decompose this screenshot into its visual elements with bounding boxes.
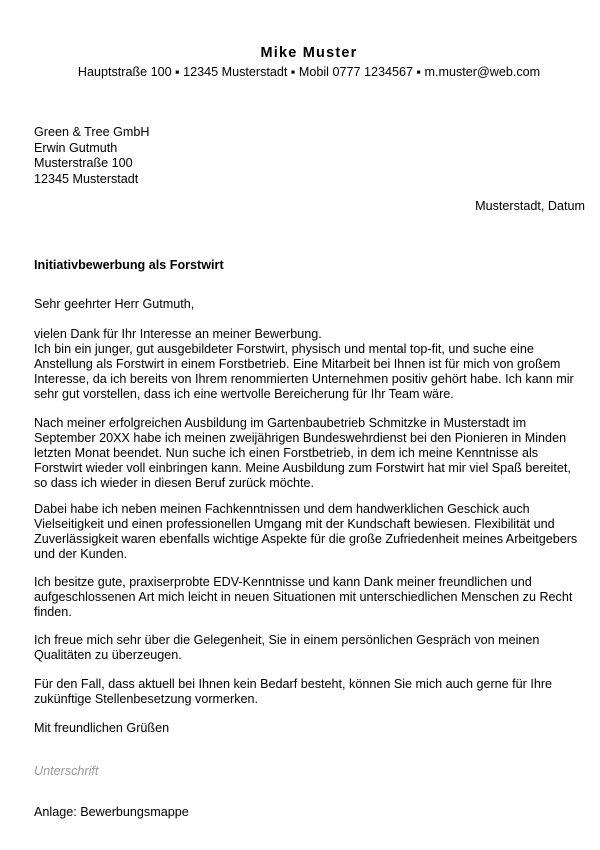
- attachment-note: Anlage: Bewerbungsmappe: [34, 805, 189, 819]
- sender-contact-line: Hauptstraße 100 ▪ 12345 Musterstadt ▪ Mobil 0777 1234567 ▪ m.muster@web.com: [77, 65, 541, 79]
- recipient-person: Erwin Gutmuth: [34, 140, 118, 155]
- closing-phrase: Mit freundlichen Grüßen: [34, 721, 170, 735]
- sender-name: Mike Muster: [260, 45, 358, 61]
- recipient-city: 12345 Musterstadt: [34, 171, 139, 186]
- recipient-company: Green & Tree GmbH: [34, 125, 150, 139]
- place-date: Musterstadt, Datum: [475, 199, 585, 213]
- recipient-address: [34, 125, 149, 187]
- body-paragraph: Nach meiner erfolgreichen Ausbildung im Gartenbaubetrieb Schmitzke in Musterstadt im September 20XX habe ich meinen zweijährigen Bundeswehrdienst bei den Pionieren in Minden letzten Monat beendet. Nun suche ich einen Forstbetrieb, in dem ich meine Kenntnisse als Forstwirt wieder voll einbringen kann. Meine Ausbildung zum Forstwirt hat mir viel Spaß bereitet, so dass ich wieder in diesen Beruf zurück möchte.: [34, 416, 571, 490]
- salutation: Sehr geehrter Herr Gutmuth,: [34, 297, 195, 311]
- body-paragraph: Dabei habe ich neben meinen Fachkenntnissen und dem handwerklichen Geschick auch Vielseitigkeit und einen professionellen Umgang mit der Kundschaft bewiesen. Flexibilität und Zuverlässigkeit waren ebenfalls wichtige Aspekte für die große Zufriedenheit meines Arbeitgebers und der Kunden.: [34, 502, 578, 561]
- signature-placeholder: Unterschrift: [34, 764, 99, 778]
- body-paragraph: Ich besitze gute, praxiserprobte EDV-Kenntnisse und kann Dank meiner freundlichen und aufgeschlossenen Art mich leicht in neuen Situationen mit unterschiedlichen Menschen zu Recht finden.: [34, 575, 573, 619]
- subject-line: Initiativbewerbung als Forstwirt: [34, 258, 224, 272]
- recipient-street: Musterstraße 100: [34, 156, 133, 170]
- body-paragraph: Für den Fall, dass aktuell bei Ihnen kein Bedarf besteht, können Sie mich auch gerne für Ihre zukünftige Stellenbesetzung vormerken.: [34, 677, 553, 706]
- body-paragraph: Ich freue mich sehr über die Gelegenheit, Sie in einem persönlichen Gespräch von meinen Qualitäten zu überzeugen.: [34, 633, 540, 662]
- body-paragraph: vielen Dank für Ihr Interesse an meiner Bewerbung. Ich bin ein junger, gut ausgebildeter Forstwirt, physisch und mental top-fit, und suche eine Anstellung als Forstwirt in einem Forstbetrieb. Eine Mitarbeit bei Ihnen ist für mich von großem Interesse, da ich bereits von Ihrem renommierten Unternehmen positiv gehört habe. Ich kann mir sehr gut vorstellen, dass ich eine wertvolle Bereicherung für Ihr Team wäre.: [34, 327, 574, 401]
